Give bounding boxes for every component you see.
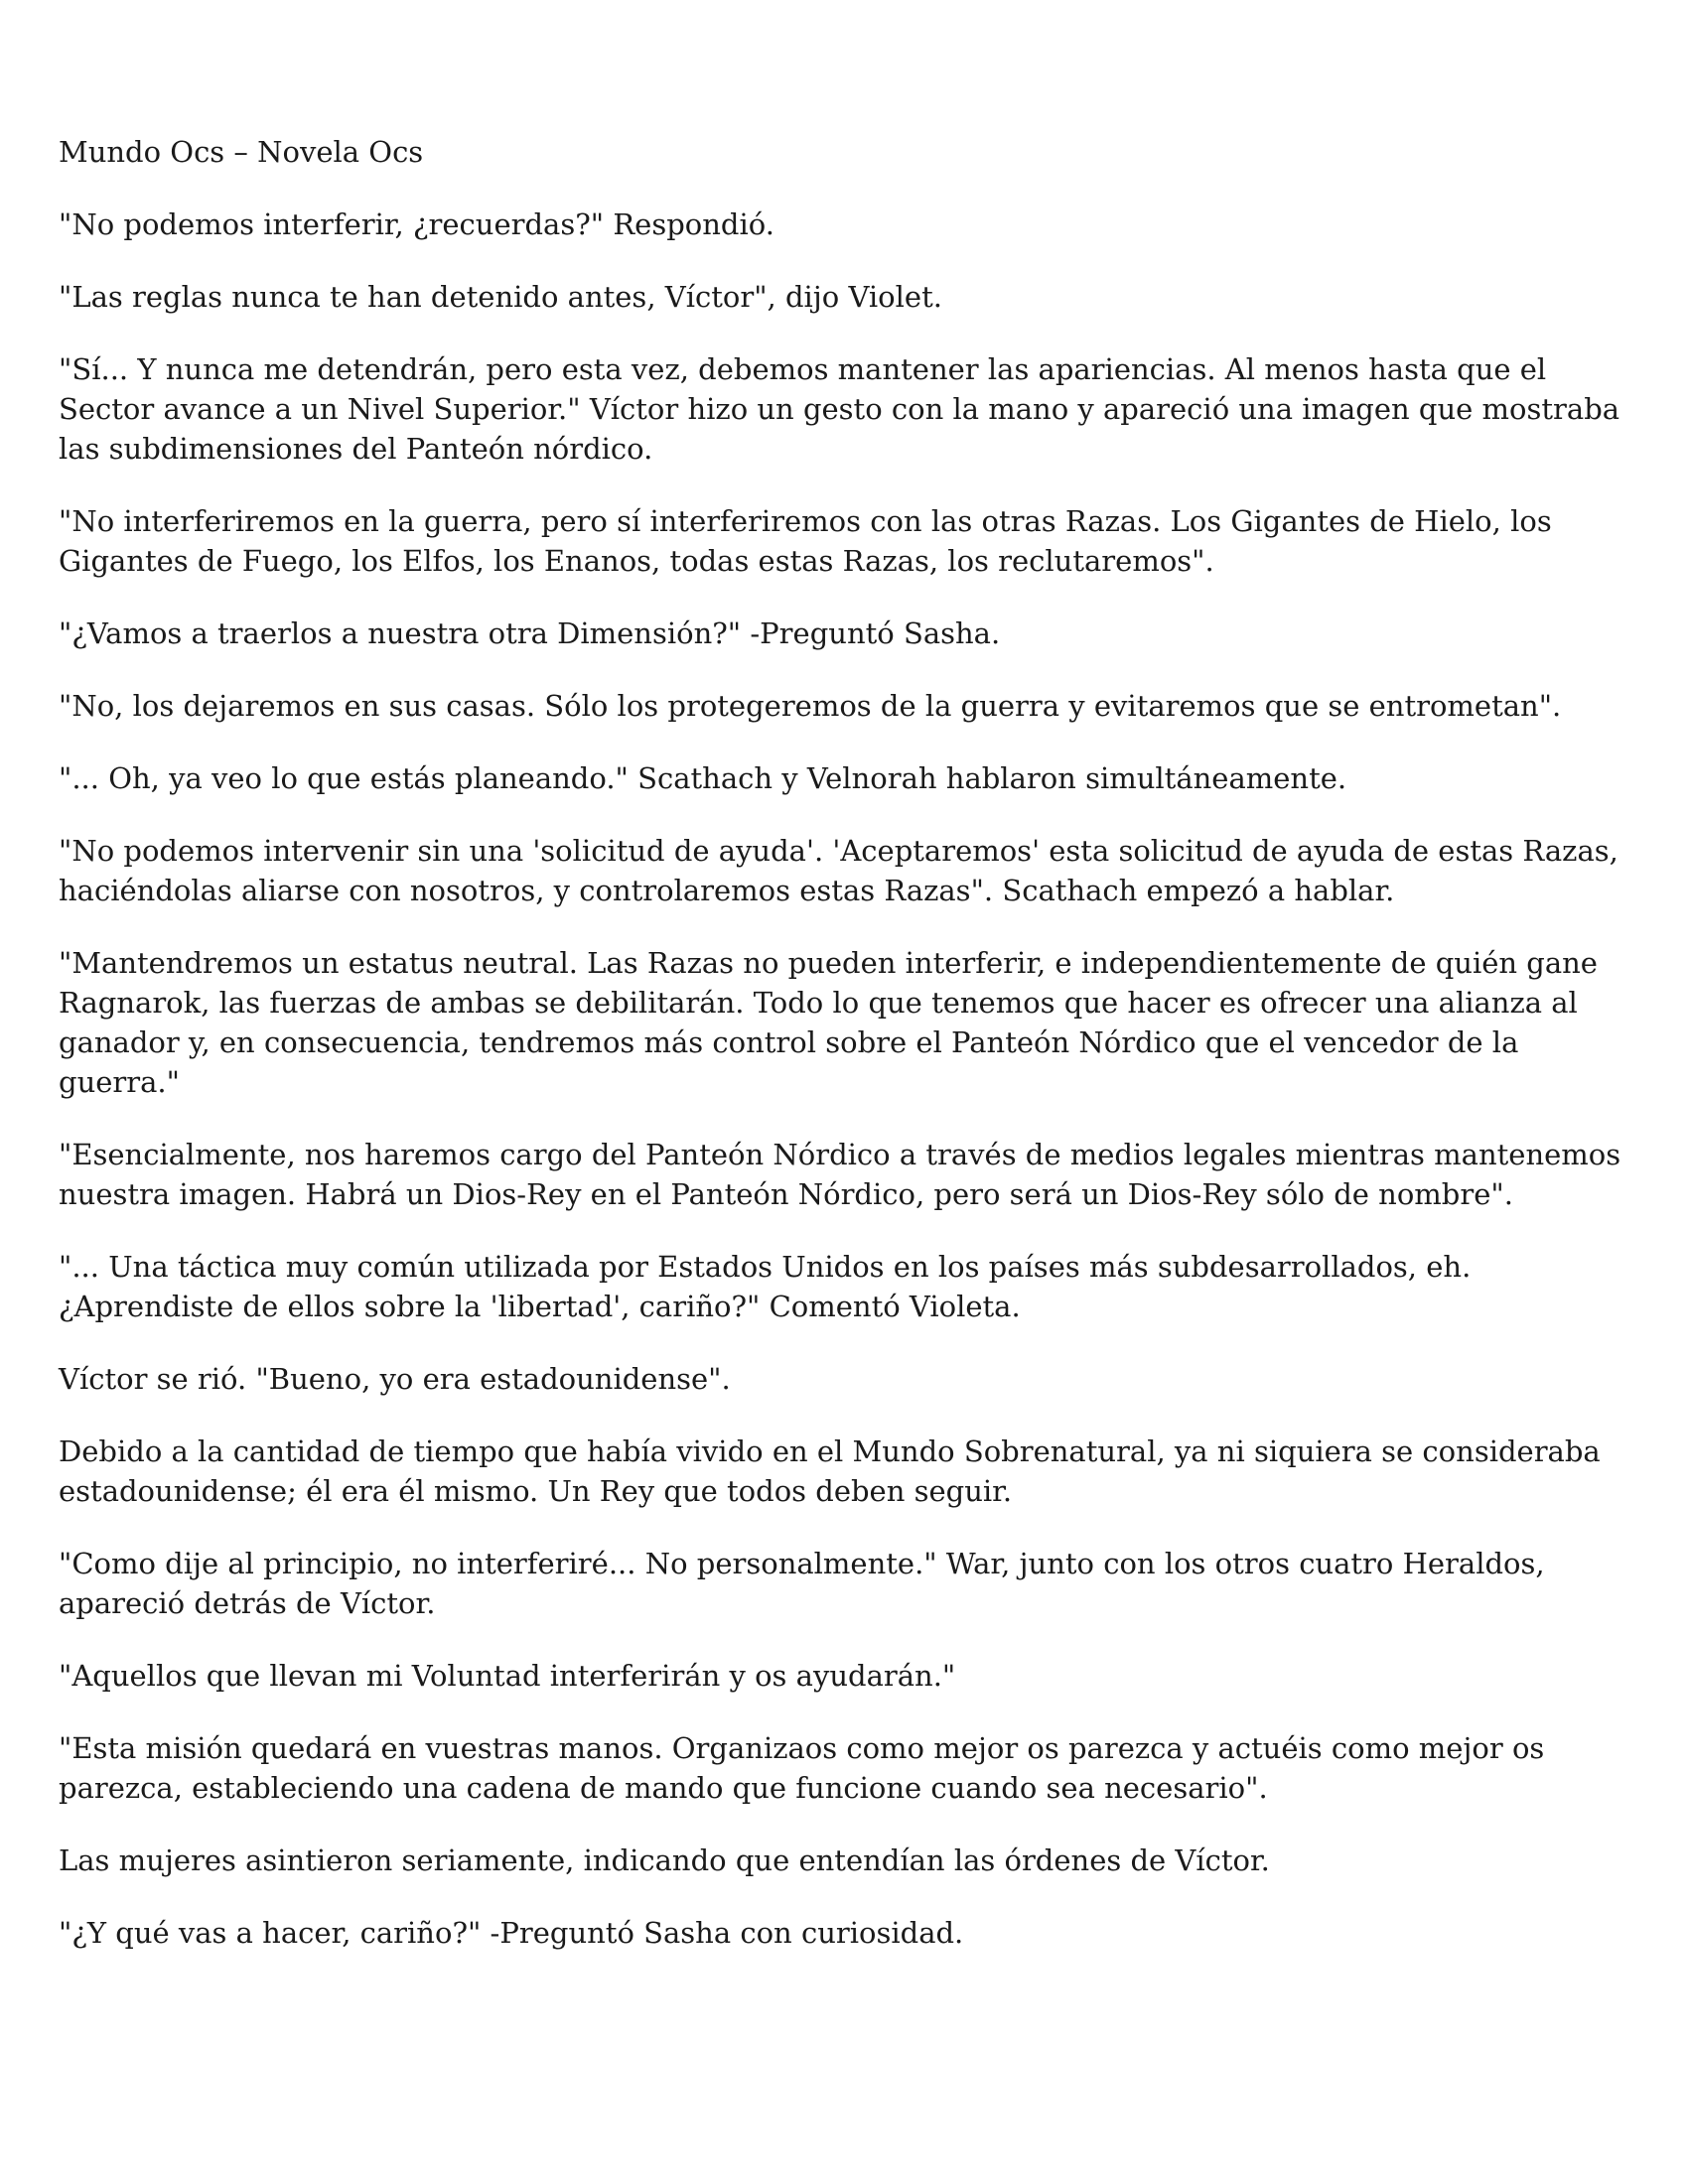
paragraph: "No podemos intervenir sin una 'solicitud de ayuda'. 'Aceptaremos' esta solicitud de ayuda de estas Razas, haciéndolas aliarse con nosotros, y controlaremos estas Razas". Scathach empezó a hablar. [59, 834, 1618, 907]
page-header: Mundo Ocs – Novela Ocs [59, 135, 424, 169]
paragraph: "Las reglas nunca te han detenido antes, Víctor", dijo Violet. [59, 280, 942, 314]
paragraph: "Esencialmente, nos haremos cargo del Panteón Nórdico a través de medios legales mientras mantenemos nuestra imagen. Habrá un Dios-Rey en el Panteón Nórdico, pero será un Dios-Rey sólo de nombre". [59, 1138, 1621, 1211]
paragraph: "No podemos interferir, ¿recuerdas?" Respondió. [59, 207, 774, 241]
paragraph: "No interferiremos en la guerra, pero sí interferiremos con las otras Razas. Los Gigantes de Hielo, los Gigantes de Fuego, los Elfos, los Enanos, todas estas Razas, los reclutaremos". [59, 504, 1552, 578]
paragraph: "Aquellos que llevan mi Voluntad interferirán y os ayudarán." [59, 1659, 956, 1693]
paragraph: Debido a la cantidad de tiempo que había vivido en el Mundo Sobrenatural, ya ni siquiera se consideraba estadounidense; él era él mismo. Un Rey que todos deben seguir. [59, 1434, 1601, 1508]
paragraph: "¿Y qué vas a hacer, cariño?" -Preguntó Sasha con curiosidad. [59, 1916, 964, 1950]
document-body [59, 132, 1637, 1985]
paragraph: Las mujeres asintieron seriamente, indicando que entendían las órdenes de Víctor. [59, 1843, 1270, 1877]
paragraph: "Mantendremos un estatus neutral. Las Razas no pueden interferir, e independientemente de quién gane Ragnarok, las fuerzas de ambas se debilitarán. Todo lo que tenemos que hacer es ofrecer una alianza al ganador y, en consecuencia, tendremos más control sobre el Panteón Nórdico que el vencedor de la guerra." [59, 946, 1598, 1099]
paragraph: "Como dije al principio, no interferiré... No personalmente." War, junto con los otros cuatro Heraldos, apareció detrás de Víctor. [59, 1547, 1545, 1620]
paragraph: "... Una táctica muy común utilizada por Estados Unidos en los países más subdesarrollados, eh. ¿Aprendiste de ellos sobre la 'libertad', cariño?" Comentó Violeta. [59, 1250, 1472, 1323]
paragraph: "... Oh, ya veo lo que estás planeando." Scathach y Velnorah hablaron simultáneamente. [59, 761, 1347, 795]
paragraph: "Sí... Y nunca me detendrán, pero esta vez, debemos mantener las apariencias. Al menos hasta que el Sector avance a un Nivel Superior." Víctor hizo un gesto con la mano y apareció una imagen que mostraba las subdimensiones del Panteón nórdico. [59, 352, 1620, 466]
paragraph: "No, los dejaremos en sus casas. Sólo los protegeremos de la guerra y evitaremos que se entrometan". [59, 689, 1562, 723]
paragraph: "¿Vamos a traerlos a nuestra otra Dimensión?" -Preguntó Sasha. [59, 616, 1001, 650]
paragraph: Víctor se rió. "Bueno, yo era estadounidense". [59, 1362, 731, 1396]
paragraph: "Esta misión quedará en vuestras manos. Organizaos como mejor os parezca y actuéis como mejor os parezca, estableciendo una cadena de mando que funcione cuando sea necesario". [59, 1731, 1545, 1805]
